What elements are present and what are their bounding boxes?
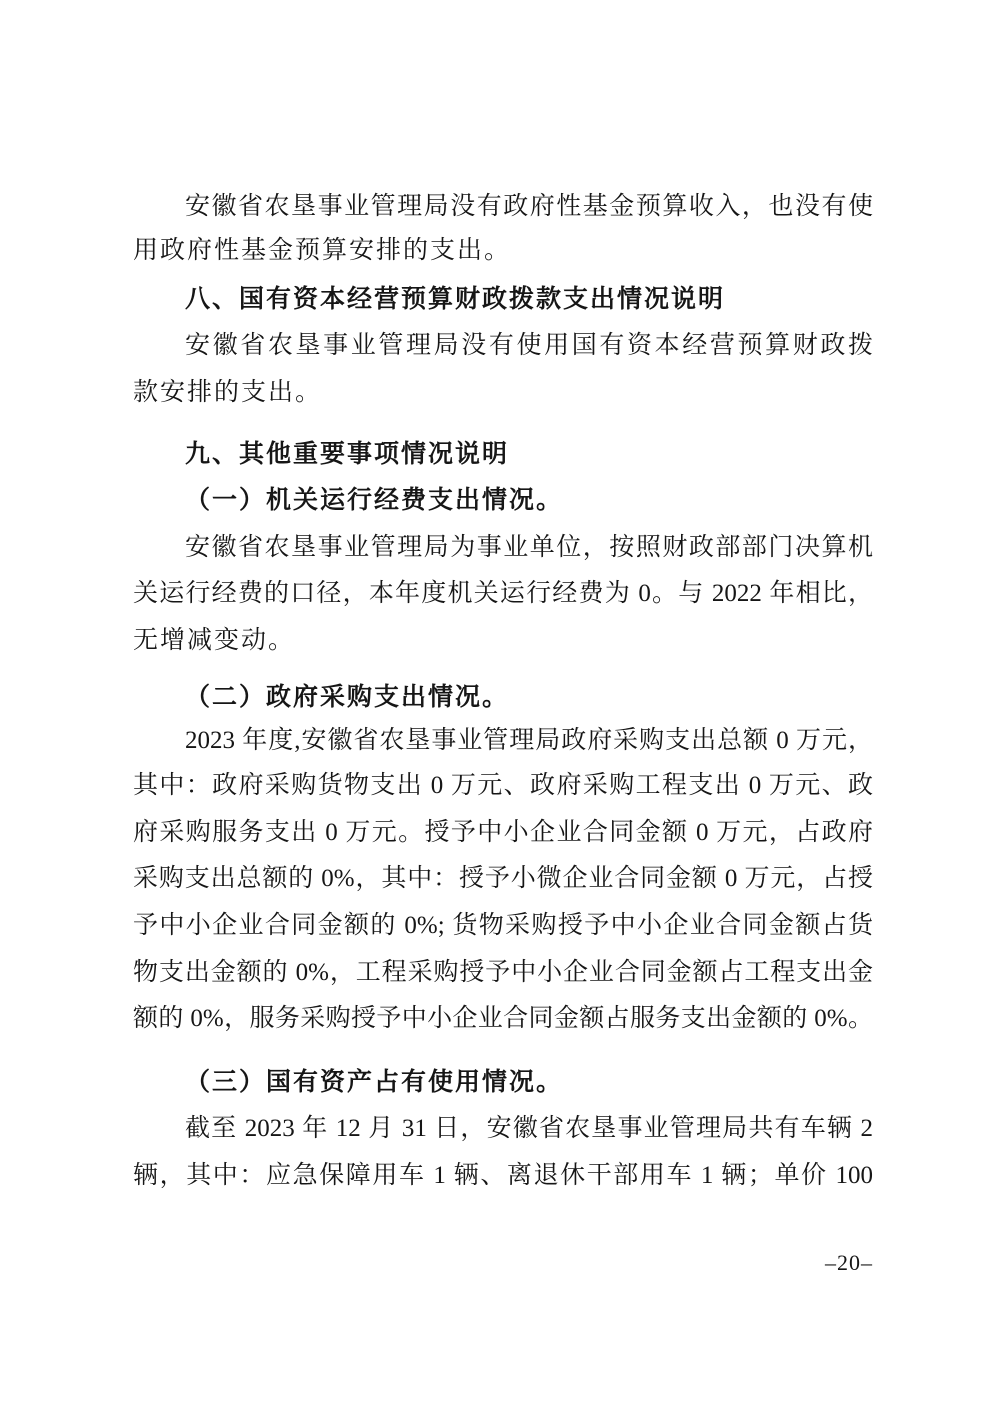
body-line: 采购支出总额的 0%，其中：授予小微企业合同金额 0 万元，占授 [133, 865, 873, 892]
section-heading-8: 八、国有资本经营预算财政拨款支出情况说明 [185, 285, 726, 313]
body-line: 予中小企业合同金额的 0%; 货物采购授予中小企业合同金额占货 [133, 912, 873, 939]
body-line: 安徽省农垦事业管理局为事业单位，按照财政部部门决算机 [185, 534, 873, 561]
body-line: 截至 2023 年 12 月 31 日，安徽省农垦事业管理局共有车辆 2 [185, 1115, 873, 1142]
body-line: 款安排的支出。 [133, 379, 323, 406]
body-line: 2023 年度,安徽省农垦事业管理局政府采购支出总额 0 万元， [185, 727, 873, 754]
body-line: 额的 0%，服务采购授予中小企业合同金额占服务支出金额的 0%。 [133, 1005, 873, 1032]
body-line: 安徽省农垦事业管理局没有使用国有资本经营预算财政拨 [185, 332, 873, 359]
body-line: 物支出金额的 0%，工程采购授予中小企业合同金额占工程支出金 [133, 959, 873, 986]
subheading-1: （一）机关运行经费支出情况。 [185, 487, 564, 514]
page-number: –20– [825, 1250, 873, 1275]
body-line: 其中：政府采购货物支出 0 万元、政府采购工程支出 0 万元、政 [133, 772, 873, 799]
subheading-2: （二）政府采购支出情况。 [185, 684, 510, 711]
body-line: 用政府性基金预算安排的支出。 [133, 237, 512, 264]
subheading-3: （三）国有资产占有使用情况。 [185, 1069, 564, 1096]
section-heading-9: 九、其他重要事项情况说明 [185, 440, 510, 468]
body-line: 无增减变动。 [133, 627, 296, 654]
body-line: 辆，其中：应急保障用车 1 辆、离退休干部用车 1 辆；单价 100 [133, 1162, 873, 1189]
body-line: 关运行经费的口径，本年度机关运行经费为 0。与 2022 年相比， [133, 580, 873, 607]
body-line: 安徽省农垦事业管理局没有政府性基金预算收入，也没有使 [185, 193, 873, 220]
body-line: 府采购服务支出 0 万元。授予中小企业合同金额 0 万元，占政府 [133, 819, 873, 846]
